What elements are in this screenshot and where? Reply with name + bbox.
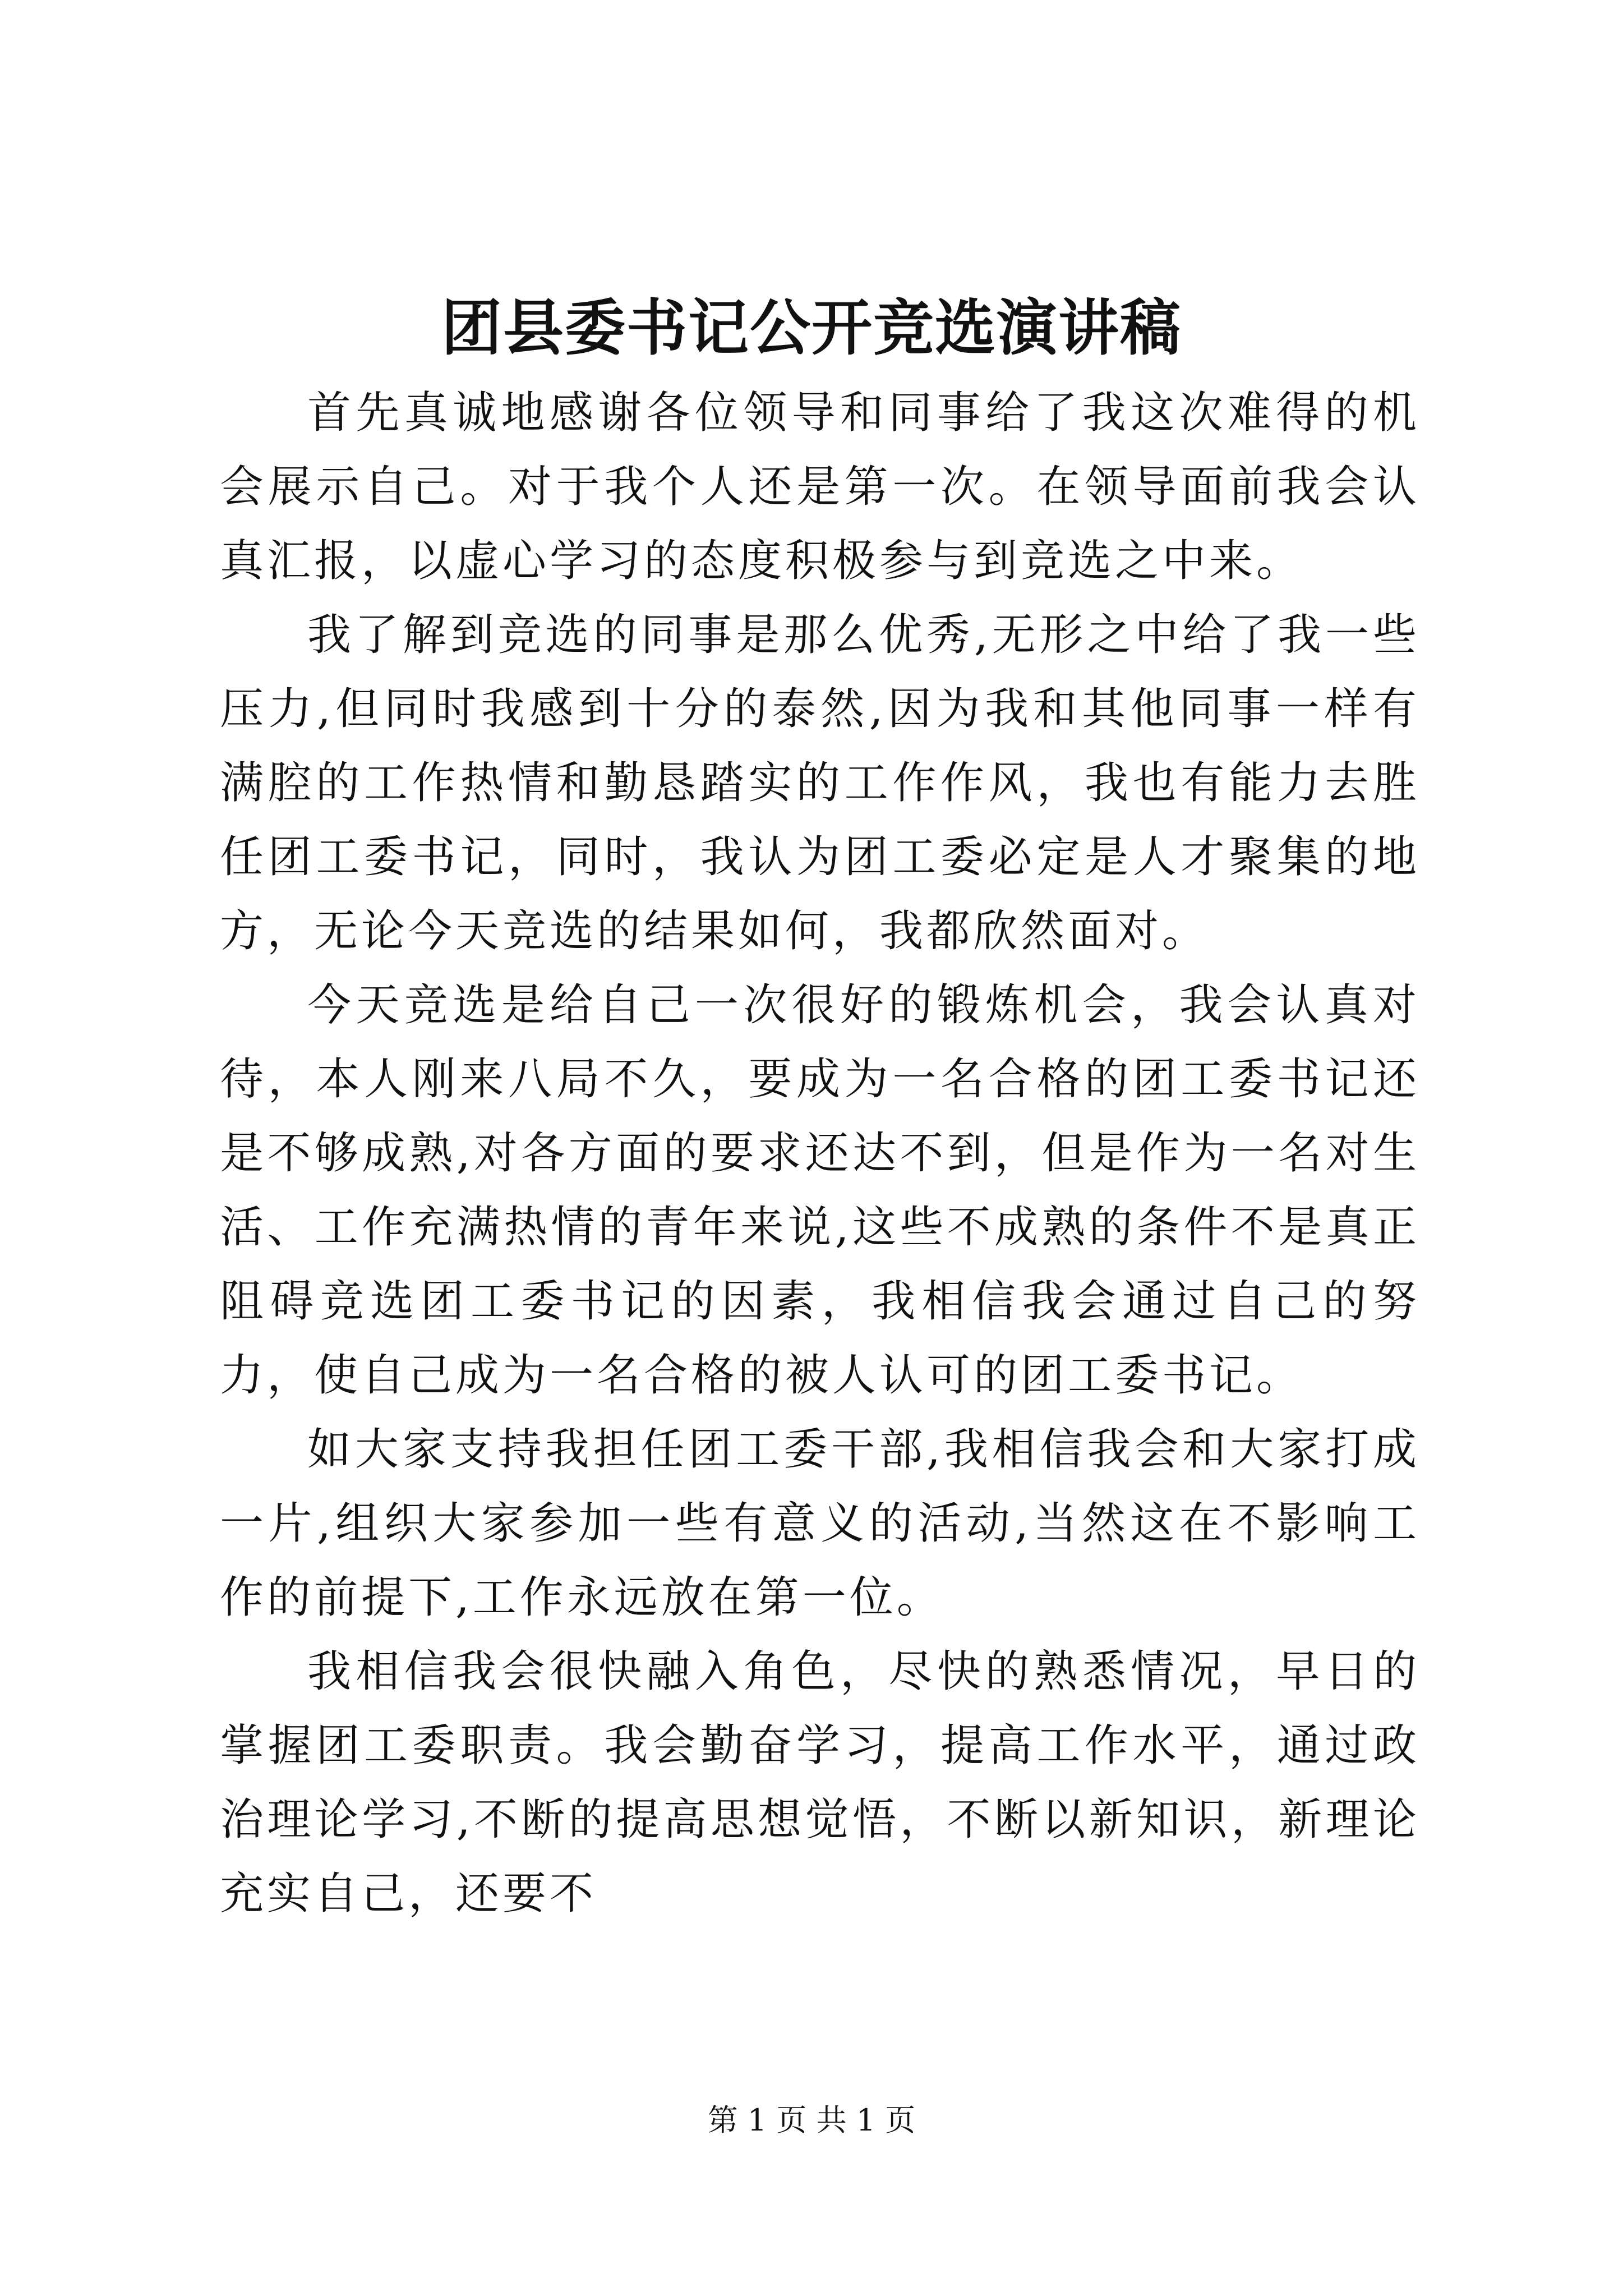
paragraph-5: 我相信我会很快融入角色，尽快的熟悉情况，早日的掌握团工委职责。我会勤奋学习，提高工作水平，通过政治理论学习,不断的提高思想觉悟，不断以新知识，新理论充实自己，还要不	[220, 1646, 1420, 1919]
paragraph-1: 首先真诚地感谢各位领导和同事给了我这次难得的机会展示自己。对于我个人还是第一次。在领导面前我会认真汇报，以虚心学习的态度积极参与到竞选之中来。	[220, 388, 1420, 586]
document-body	[220, 376, 1420, 1931]
paragraph-4: 如大家支持我担任团工委干部,我相信我会和大家打成一片,组织大家参加一些有意义的活动,当然这在不影响工作的前提下,工作永远放在第一位。	[220, 1424, 1420, 1623]
paragraph-2: 我了解到竞选的同事是那么优秀,无形之中给了我一些压力,但同时我感到十分的泰然,因为我和其他同事一样有满腔的工作热情和勤恳踏实的工作作风，我也有能力去胜任团工委书记，同时，我认为团工委必定是人才聚集的地方，无论今天竞选的结果如何，我都欣然面对。	[220, 610, 1420, 956]
page-footer: 第 1 页 共 1 页	[707, 2102, 916, 2138]
paragraph-3: 今天竞选是给自己一次很好的锻炼机会，我会认真对待，本人刚来八局不久，要成为一名合格的团工委书记还是不够成熟,对各方面的要求还达不到，但是作为一名对生活、工作充满热情的青年来说,这些不成熟的条件不是真正阻碍竞选团工委书记的因素，我相信我会通过自己的努力，使自己成为一名合格的被人认可的团工委书记。	[220, 980, 1420, 1401]
document-title: 团县委书记公开竞选演讲稿	[441, 293, 1182, 364]
